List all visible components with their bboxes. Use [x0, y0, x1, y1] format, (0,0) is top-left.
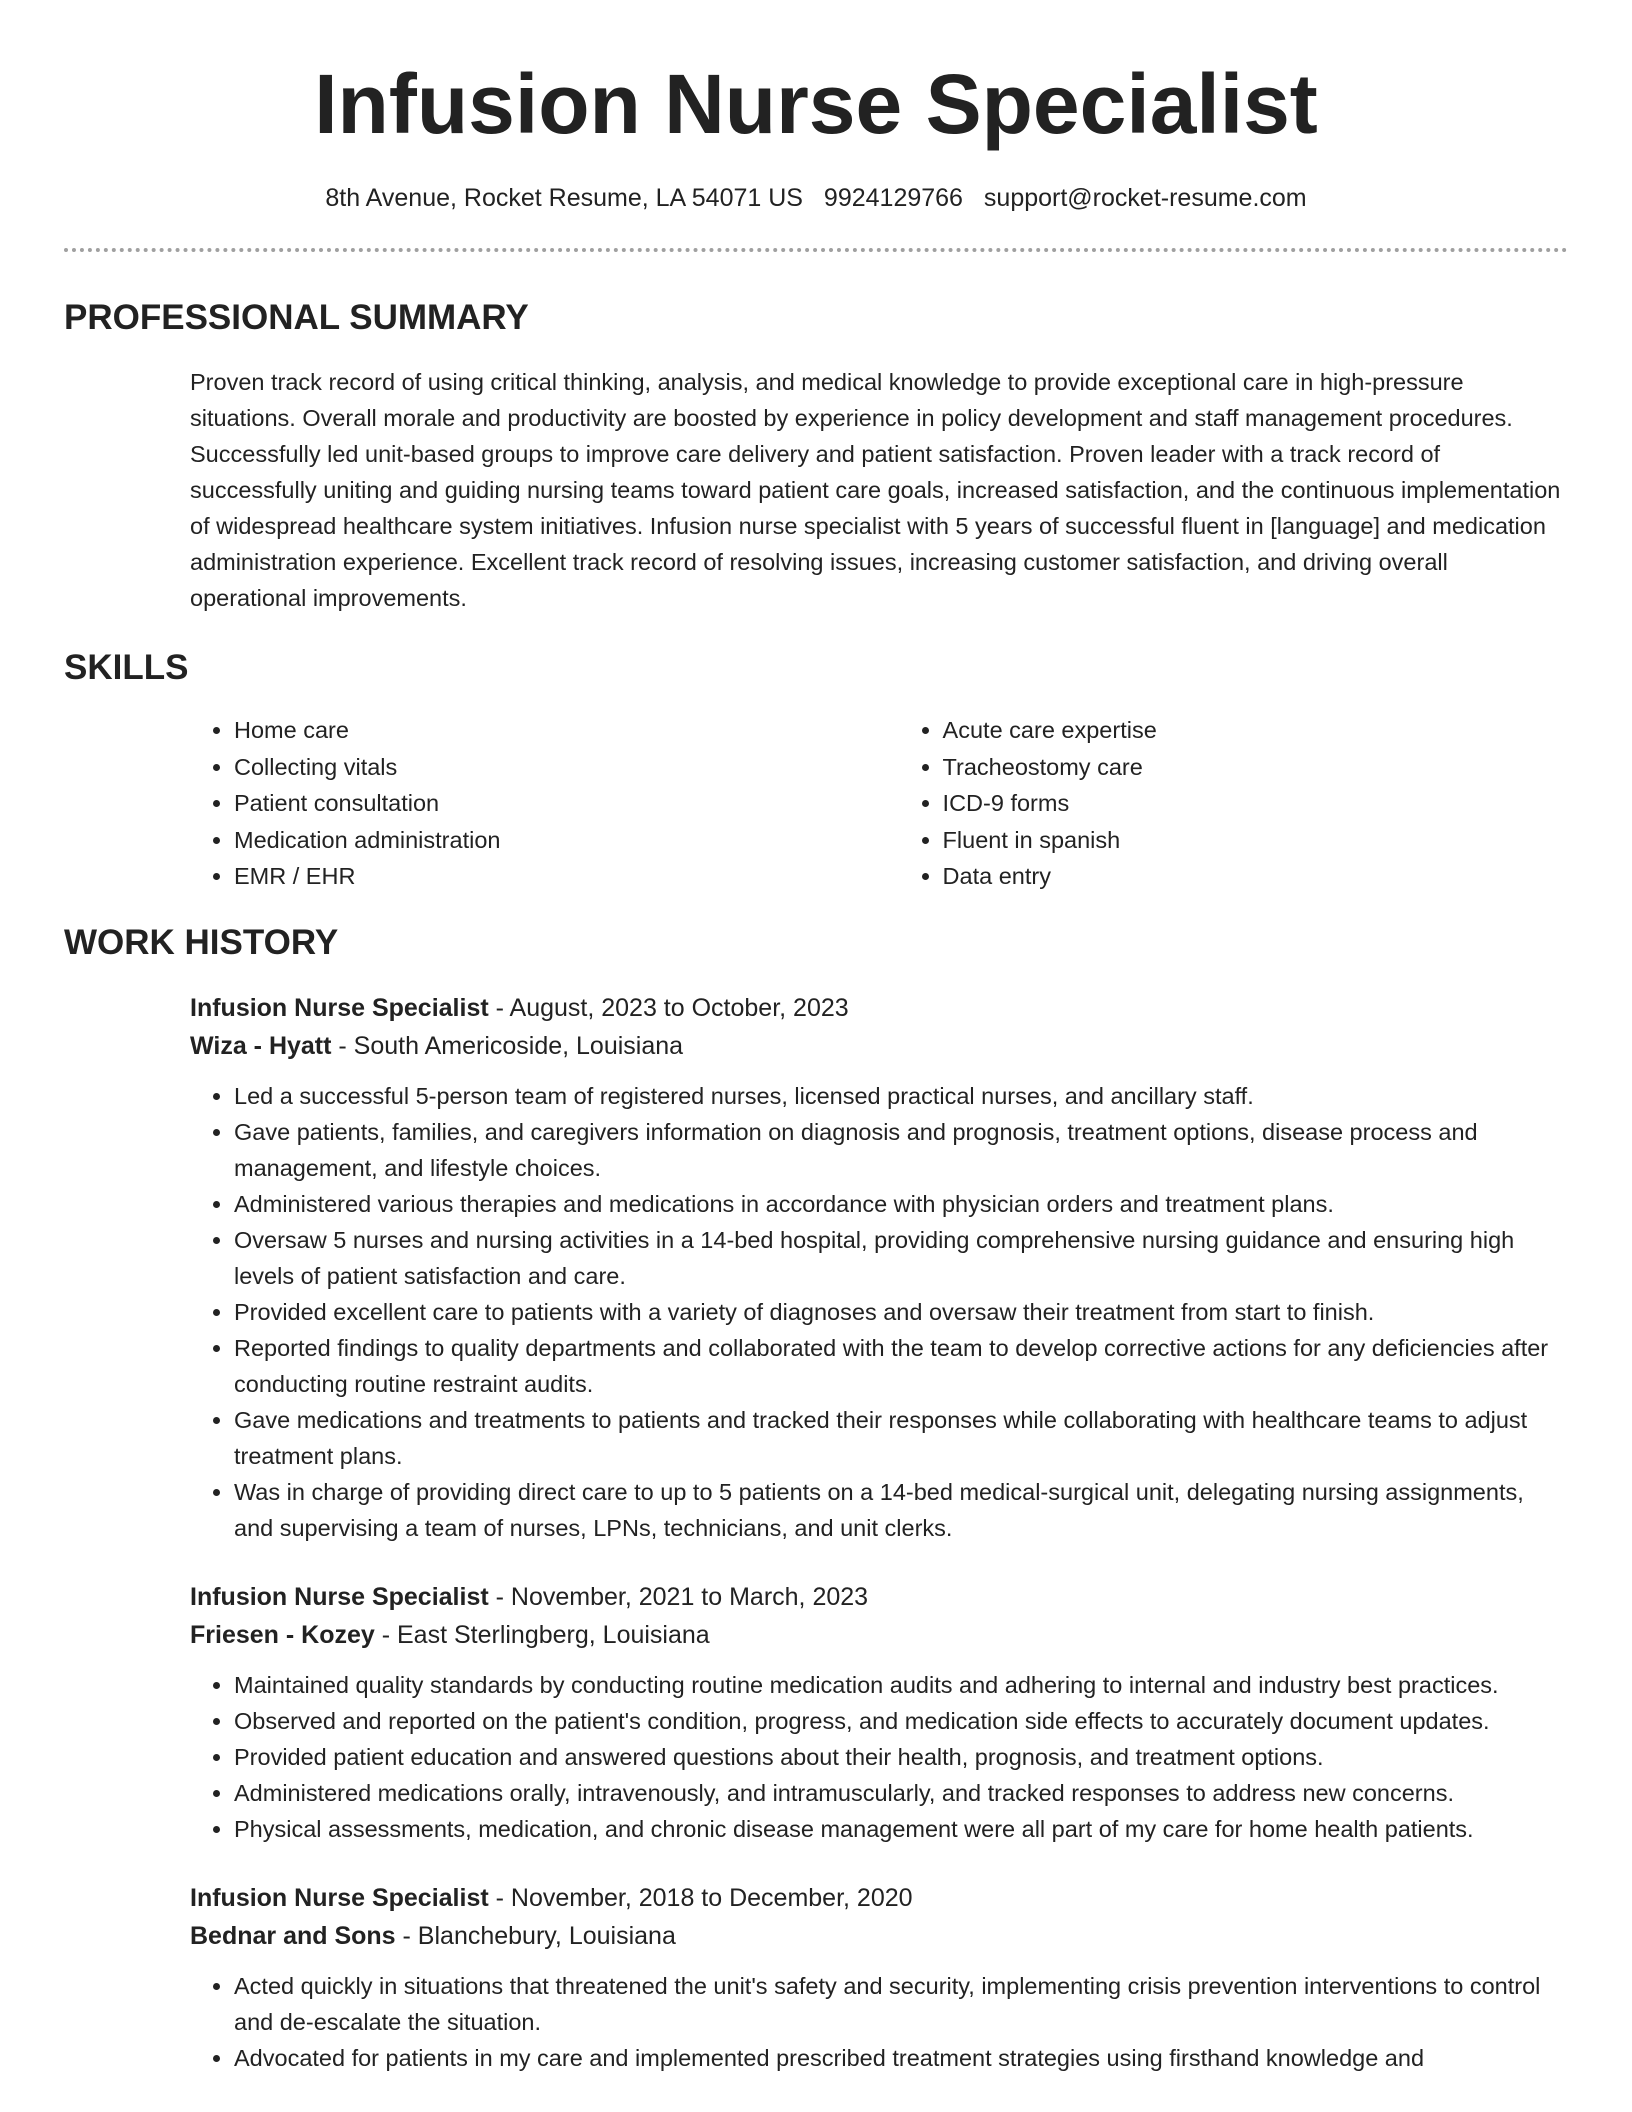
job-bullet: • Gave medications and treatments to patients and tracked their responses while collaborating with healthcare teams to adjust treatment plans. — [234, 1402, 1568, 1474]
job-title-line — [190, 1879, 1568, 1917]
work-history-heading: WORK HISTORY — [64, 922, 339, 962]
job-role: Infusion Nurse Specialist — [190, 1582, 489, 1611]
skill-item: • Data entry — [943, 858, 1568, 895]
resume-page — [64, 0, 1568, 2076]
job-bullet: • Administered various therapies and medications in accordance with physician orders and treatment plans. — [234, 1186, 1568, 1222]
skill-item: • Acute care expertise — [943, 712, 1568, 749]
contact-line — [64, 182, 1568, 214]
skill-item: • ICD-9 forms — [943, 785, 1568, 822]
job-dates: - November, 2021 to March, 2023 — [488, 1582, 869, 1611]
job-role: Infusion Nurse Specialist — [190, 993, 489, 1022]
job-title-line — [190, 989, 1568, 1027]
job-bullet: • Reported findings to quality departments and collaborated with the team to develop corrective actions for any deficiencies after conducting routine restraint audits. — [234, 1330, 1568, 1402]
job-entry — [190, 989, 1568, 1578]
skill-item: • Medication administration — [234, 822, 899, 859]
job-bullet: • Provided patient education and answered questions about their health, prognosis, and treatment options. — [234, 1739, 1568, 1775]
job-location: - Blanchebury, Louisiana — [395, 1921, 676, 1950]
skill-item: • EMR / EHR — [234, 858, 899, 895]
job-location: - East Sterlingberg, Louisiana — [374, 1620, 710, 1649]
skill-item: • Fluent in spanish — [943, 822, 1568, 859]
contact-phone: 9924129766 — [823, 184, 963, 212]
job-title-line — [190, 1578, 1568, 1616]
job-bullet: • Advocated for patients in my care and implemented prescribed treatment strategies using firsthand knowledge and — [234, 2040, 1568, 2076]
job-company: Bednar and Sons — [190, 1921, 396, 1950]
job-entry — [190, 1879, 1568, 2076]
job-company-line — [190, 1616, 1568, 1654]
job-entry — [190, 1578, 1568, 1879]
job-company: Friesen - Kozey — [190, 1620, 375, 1649]
job-company-line — [190, 1027, 1568, 1065]
job-bullet: • Administered medications orally, intravenously, and intramuscularly, and tracked responses to address new concerns. — [234, 1775, 1568, 1811]
job-bullet: • Gave patients, families, and caregivers information on diagnosis and prognosis, treatment options, disease process and management, and lifestyle choices. — [234, 1114, 1568, 1186]
job-bullet: • Was in charge of providing direct care to up to 5 patients on a 14-bed medical-surgical unit, delegating nursing assignments, and supervising a team of nurses, LPNs, technicians, and unit clerks. — [234, 1474, 1568, 1546]
contact-email: support@rocket-resume.com — [983, 184, 1307, 212]
job-location: - South Americoside, Louisiana — [331, 1031, 684, 1060]
skills-column-1 — [190, 712, 899, 895]
skills-column-2 — [899, 712, 1568, 895]
job-bullets — [190, 1667, 1568, 1847]
job-bullet: • Provided excellent care to patients with a variety of diagnoses and oversaw their treatment from start to finish. — [234, 1294, 1568, 1330]
job-bullet: • Observed and reported on the patient's condition, progress, and medication side effects to accurately document updates. — [234, 1703, 1568, 1739]
skill-item: • Collecting vitals — [234, 749, 899, 786]
skill-item: • Patient consultation — [234, 785, 899, 822]
job-bullets — [190, 1078, 1568, 1546]
job-bullet: • Acted quickly in situations that threatened the unit's safety and security, implementing crisis prevention interventions to control and de-escalate the situation. — [234, 1968, 1568, 2040]
skill-item: • Tracheostomy care — [943, 749, 1568, 786]
job-dates: - November, 2018 to December, 2020 — [488, 1883, 913, 1912]
skills-heading: SKILLS — [64, 648, 189, 687]
job-bullets — [190, 1968, 1568, 2076]
header-divider — [64, 248, 1568, 252]
job-bullet: • Led a successful 5-person team of registered nurses, licensed practical nurses, and ancillary staff. — [234, 1078, 1568, 1114]
summary-text: Proven track record of using critical thinking, analysis, and medical knowledge to provide exceptional care in high-pressure situations. Overall morale and productivity are boosted by experience in policy development and staff management procedures. Successfully led unit-based groups to improve care delivery and patient satisfaction. Proven leader with a track record of successfully uniting and guiding nursing teams toward patient care goals, increased satisfaction, and the continuous implementation of widespread healthcare system initiatives. Infusion nurse specialist with 5 years of successful fluent in [language] and medication administration experience. Excellent track record of resolving issues, increasing customer satisfaction, and driving overall operational improvements. — [190, 369, 1561, 611]
skills-list — [190, 712, 1568, 895]
job-role: Infusion Nurse Specialist — [190, 1883, 489, 1912]
resume-name: Infusion Nurse Specialist — [314, 57, 1318, 151]
contact-address: 8th Avenue, Rocket Resume, LA 54071 US — [325, 184, 803, 212]
summary-heading: PROFESSIONAL SUMMARY — [64, 298, 529, 337]
job-bullet: • Physical assessments, medication, and chronic disease management were all part of my care for home health patients. — [234, 1811, 1568, 1847]
job-dates: - August, 2023 to October, 2023 — [488, 993, 849, 1022]
job-company: Wiza - Hyatt — [190, 1031, 332, 1060]
skill-item: • Home care — [234, 712, 899, 749]
job-bullet: • Maintained quality standards by conducting routine medication audits and adhering to internal and industry best practices. — [234, 1667, 1568, 1703]
job-bullet: • Oversaw 5 nurses and nursing activities in a 14-bed hospital, providing comprehensive nursing guidance and ensuring high levels of patient satisfaction and care. — [234, 1222, 1568, 1294]
job-company-line — [190, 1917, 1568, 1955]
